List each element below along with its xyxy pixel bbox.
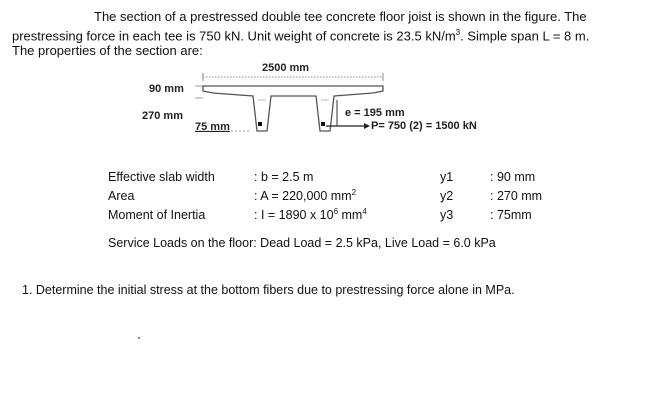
property-name: Moment of Inertia [108,207,206,222]
table-row [108,167,542,186]
distance-symbol: y3 [440,207,454,222]
distance-symbol: y2 [440,188,454,203]
area-exponent: 2 [351,187,357,197]
service-loads-text: Service Loads on the floor: Dead Load = 2.5 kPa, Live Load = 6.0 kPa [108,236,496,250]
problem-statement [12,9,642,59]
tendon-marker-left [258,122,262,126]
inertia-unit: mm [338,208,363,223]
bottom-dimension-label: 75 mm [195,121,230,133]
property-value: : b = 2.5 m [254,169,314,184]
area-value: : A = 220,000 mm [254,189,352,204]
distance-symbol: y1 [440,169,454,184]
tendon-marker-right [321,122,325,126]
prestress-force-label: P= 750 (2) = 1500 kN [371,120,477,132]
table-row [108,205,542,224]
flange-depth-label: 90 mm [149,83,184,95]
distance-value: : 75mm [490,207,532,222]
section-properties-table [108,167,542,224]
width-dimension-label: 2500 mm [262,62,310,74]
question-text: 1. Determine the initial stress at the bottom fibers due to prestressing force alone in MPa. [22,283,515,297]
property-name: Area [108,188,135,203]
inertia-unit-exponent: 4 [362,206,367,216]
distance-value: : 270 mm [490,188,543,203]
property-name: Effective slab width [108,169,215,184]
intro-line-1: The section of a prestressed double tee concrete floor joist is shown in the figure. The [94,9,587,24]
property-value [254,205,440,224]
table-row [108,186,542,205]
distance-value: : 90 mm [490,169,536,184]
web-depth-label: 270 mm [142,110,183,122]
inertia-exponent: 6 [333,206,339,216]
stray-dot [138,337,140,339]
intro-line-2: prestressing force in each tee is 750 kN. Unit weight of concrete is 23.5 kN/m [12,27,456,43]
property-value [254,186,440,205]
eccentricity-label: e = 195 mm [345,107,405,119]
inertia-value: : I = 1890 x 10 [254,208,334,223]
intro-line-2-exponent: 3 [455,27,461,37]
intro-line-2-end: . Simple span L = 8 m. [460,27,590,43]
double-tee-figure [140,60,490,140]
intro-line-3: The properties of the section are: [12,43,203,59]
